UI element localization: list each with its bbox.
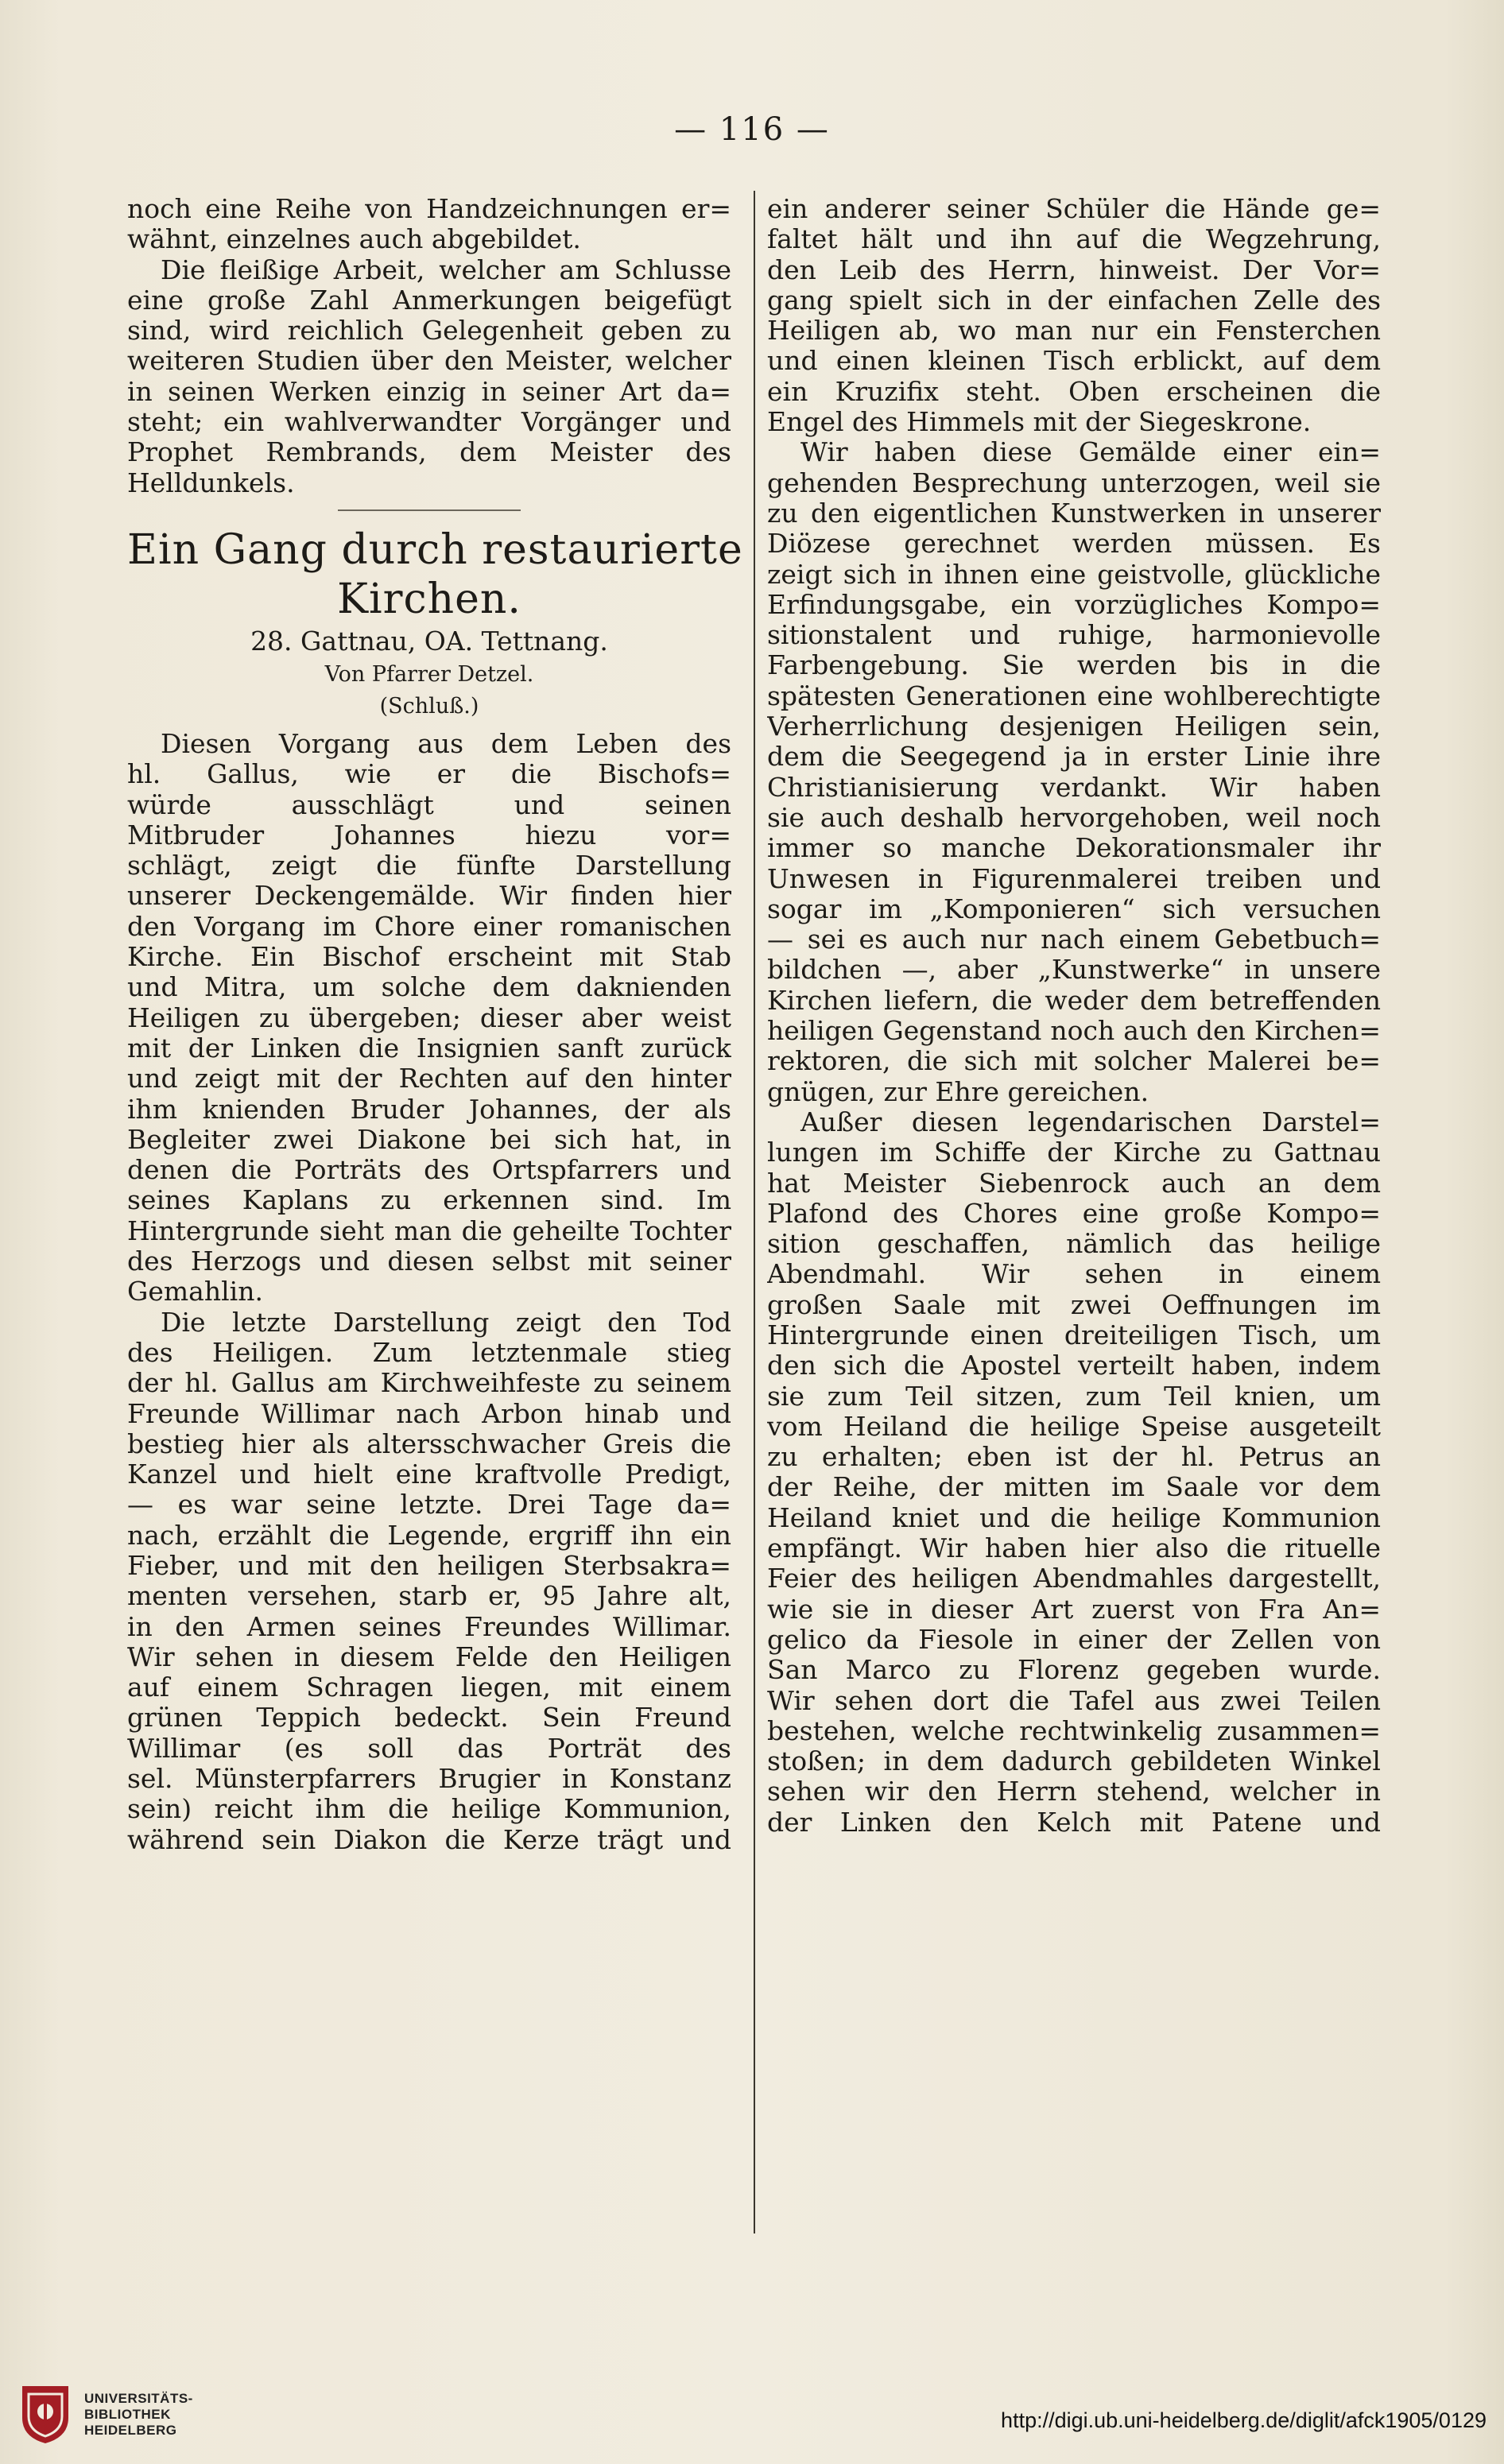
library-name-line: HEIDELBERG [84, 2423, 177, 2438]
text-line: sie auch deshalb hervorgehoben, weil noch [767, 802, 1381, 833]
text-line: Gemahlin. [127, 1277, 263, 1308]
conclusion-note: (Schluß.) [379, 693, 479, 719]
text-line: denen die Porträts des Ortspfarrers und [127, 1155, 731, 1186]
text-line: Hintergrunde einen dreiteiligen Tisch, um [767, 1319, 1381, 1350]
text-line: Freunde Willimar nach Arbon hinab und [127, 1398, 731, 1429]
text-line: wie sie in dieser Art zuerst von Fra An= [767, 1594, 1381, 1625]
text-line: Diesen Vorgang aus dem Leben des [161, 728, 731, 759]
text-line: Plafond des Chores eine große Kompo= [767, 1198, 1381, 1229]
text-line: vom Heiland die heilige Speise ausgeteilt [767, 1411, 1381, 1442]
text-line: gnügen, zur Ehre gereichen. [767, 1076, 1149, 1107]
text-line: Abendmahl. Wir sehen in einem [767, 1259, 1381, 1290]
text-line: Außer diesen legendarischen Darstel= [800, 1106, 1381, 1137]
text-line: Heiligen ab, wo man nur ein Fensterchen [767, 316, 1381, 347]
text-line: Helldunkels. [127, 467, 295, 498]
library-seal-icon [17, 2383, 73, 2445]
text-line: ein Kruzifix steht. Oben erscheinen die [767, 376, 1381, 407]
text-line: weiteren Studien über den Meister, welcher [127, 346, 731, 377]
library-name-line: UNIVERSITÄTS- [84, 2391, 193, 2406]
body-paragraph [767, 437, 1381, 1107]
text-line: gehenden Besprechung unterzogen, weil sie [767, 467, 1381, 498]
section-divider [338, 509, 521, 511]
text-line: Farbengebung. Sie werden bis in die [767, 650, 1381, 681]
text-line: Kirche. Ein Bischof erscheint mit Stab [127, 942, 731, 973]
text-line: bestehen, welche rechtwinkelig zusammen= [767, 1715, 1381, 1746]
text-line: sitionstalent und ruhige, harmonievolle [767, 620, 1381, 651]
text-line: Willimar (es soll das Porträt des [127, 1733, 731, 1764]
text-line: würde ausschlägt und seinen [127, 789, 731, 820]
text-line: der Reihe, der mitten im Saale vor dem [767, 1472, 1381, 1503]
text-line: Begleiter zwei Diakone bei sich hat, in [127, 1124, 731, 1155]
text-line: Feier des heiligen Abendmahles dargestellt, [767, 1563, 1381, 1594]
text-line: Wir sehen dort die Tafel aus zwei Teilen [767, 1685, 1381, 1716]
text-line: sition geschaffen, nämlich das heilige [767, 1229, 1381, 1260]
text-line: Heiland kniet und die heilige Kommunion [767, 1502, 1381, 1533]
text-line: den Vorgang im Chore einer romanischen [127, 911, 731, 942]
text-line: und zeigt mit der Rechten auf den hinter [127, 1063, 731, 1094]
intro-paragraph [127, 194, 731, 255]
text-line: zu den eigentlichen Kunstwerken in unserer [767, 498, 1381, 529]
body-paragraph [127, 729, 731, 1308]
text-line: Diözese gerechnet werden müssen. Es [767, 529, 1381, 560]
body-paragraph [767, 1107, 1381, 1838]
library-name-line: BIBLIOTHEK [84, 2407, 171, 2422]
text-line: Verherrlichung desjenigen Heiligen sein, [767, 711, 1381, 742]
text-line: der hl. Gallus am Kirchweihfeste zu seinem [127, 1368, 731, 1399]
text-line: immer so manche Dekorationsmaler ihr [767, 833, 1381, 864]
text-line: Wir haben diese Gemälde einer ein= [800, 437, 1381, 468]
text-line: Prophet Rembrands, dem Meister des [127, 437, 731, 468]
text-line: hl. Gallus, wie er die Bischofs= [127, 759, 731, 790]
text-line: zeigt sich in ihnen eine geistvolle, glückliche [767, 559, 1381, 590]
text-line: gelico da Fiesole in einer der Zellen von [767, 1624, 1381, 1655]
text-line: der Linken den Kelch mit Patene und [767, 1807, 1381, 1838]
text-line: hat Meister Siebenrock auch an dem [767, 1168, 1381, 1199]
article-title-line: Kirchen. [337, 575, 521, 623]
text-line: bestieg hier als altersschwacher Greis die [127, 1428, 731, 1459]
intro-closing-paragraph [127, 255, 731, 498]
text-line: Christianisierung verdankt. Wir haben [767, 772, 1381, 803]
text-line: Die letzte Darstellung zeigt den Tod [161, 1307, 731, 1338]
source-url-link[interactable]: http://digi.ub.uni-heidelberg.de/diglit/afck1905/0129 [1001, 2408, 1487, 2432]
text-line: Unwesen in Figurenmalerei treiben und [767, 863, 1381, 894]
text-line: wähnt, einzelnes auch abgebildet. [127, 224, 581, 255]
text-line: des Herzogs und diesen selbst mit seiner [127, 1246, 731, 1277]
text-line: nach, erzählt die Legende, ergriff ihn ein [127, 1520, 731, 1551]
text-line: sie zum Teil sitzen, zum Teil knien, um [767, 1381, 1381, 1412]
text-line: und einen kleinen Tisch erblickt, auf dem [767, 346, 1381, 377]
column-divider [754, 191, 755, 2233]
library-logo[interactable] [17, 2383, 208, 2447]
text-line: Kanzel und hielt eine kraftvolle Predigt, [127, 1459, 731, 1490]
text-line: sel. Münsterpfarrers Brugier in Konstanz [127, 1764, 731, 1795]
body-paragraph [767, 194, 1381, 437]
text-line: — es war seine letzte. Drei Tage da= [127, 1490, 731, 1521]
text-line: sehen wir den Herrn stehend, welcher in [767, 1776, 1381, 1807]
author-line: Von Pfarrer Detzel. [324, 661, 534, 687]
text-line: Hintergrunde sieht man die geheilte Tochter [127, 1215, 731, 1246]
text-line: Engel des Himmels mit der Siegeskrone. [767, 407, 1312, 438]
text-line: San Marco zu Florenz gegeben wurde. [767, 1655, 1381, 1686]
body-paragraph [127, 1308, 731, 1855]
text-line: des Heiligen. Zum letztenmale stieg [127, 1337, 731, 1368]
text-line: Die fleißige Arbeit, welcher am Schlusse [161, 254, 731, 285]
text-line: steht; ein wahlverwandter Vorgänger und [127, 407, 731, 438]
text-line: sein) reicht ihm die heilige Kommunion, [127, 1794, 731, 1825]
text-line: bildchen —, aber „Kunstwerke“ in unsere [767, 955, 1381, 986]
text-line: grünen Teppich bedeckt. Sein Freund [127, 1703, 731, 1734]
text-line: rektoren, die sich mit solcher Malerei be= [767, 1046, 1381, 1077]
text-line: sogar im „Komponieren“ sich versuchen [767, 893, 1381, 924]
text-line: seines Kaplans zu erkennen sind. Im [127, 1185, 731, 1216]
page-number: — 116 — [674, 111, 830, 148]
article-title-line: Ein Gang durch restaurierte [127, 525, 743, 574]
text-line: auf einem Schragen liegen, mit einem [127, 1672, 731, 1703]
text-line: gang spielt sich in der einfachen Zelle des [767, 285, 1381, 316]
place-line: 28. Gattnau, OA. Tettnang. [250, 625, 608, 657]
text-line: Heiligen zu übergeben; dieser aber weist [127, 1002, 731, 1033]
text-line: menten versehen, starb er, 95 Jahre alt, [127, 1581, 731, 1612]
article-heading [127, 525, 743, 723]
text-line: und Mitra, um solche dem daknienden [127, 972, 731, 1003]
text-line: Erfindungsgabe, ein vorzügliches Kompo= [767, 589, 1381, 620]
text-line: faltet hält und ihn auf die Wegzehrung, [767, 224, 1381, 255]
text-line: — sei es auch nur nach einem Gebetbuch= [767, 924, 1381, 955]
text-line: dem die Seegegend ja in erster Linie ihre [767, 742, 1381, 773]
text-line: den sich die Apostel verteilt haben, indem [767, 1350, 1381, 1381]
text-line: den Leib des Herrn, hinweist. Der Vor= [767, 254, 1381, 285]
text-line: sind, wird reichlich Gelegenheit geben zu [127, 316, 731, 347]
text-line: Kirchen liefern, die weder dem betreffenden [767, 985, 1381, 1016]
text-line: zu erhalten; eben ist der hl. Petrus an [767, 1442, 1381, 1473]
text-line: mit der Linken die Insignien sanft zurück [127, 1032, 731, 1063]
text-line: heiligen Gegenstand noch auch den Kirchen= [767, 1016, 1381, 1047]
text-line: empfängt. Wir haben hier also die rituelle [767, 1533, 1381, 1564]
text-line: ihm knienden Bruder Johannes, der als [127, 1094, 731, 1125]
text-line: spätesten Generationen eine wohlberechtigte [767, 680, 1381, 711]
text-line: in den Armen seines Freundes Willimar. [127, 1611, 731, 1642]
right-column [767, 194, 1381, 1838]
text-line: schlägt, zeigt die fünfte Darstellung [127, 850, 731, 881]
library-name [84, 2391, 193, 2439]
text-line: ein anderer seiner Schüler die Hände ge= [767, 194, 1381, 224]
text-line: lungen im Schiffe der Kirche zu Gattnau [767, 1137, 1381, 1168]
text-line: Fieber, und mit den heiligen Sterbsakra= [127, 1550, 731, 1581]
text-line: eine große Zahl Anmerkungen beigefügt [127, 285, 731, 316]
text-line: während sein Diakon die Kerze trägt und [127, 1824, 731, 1855]
text-line: unserer Deckengemälde. Wir finden hier [127, 881, 731, 912]
left-column [127, 194, 743, 1855]
text-line: stoßen; in dem dadurch gebildeten Winkel [767, 1746, 1381, 1777]
text-line: noch eine Reihe von Handzeichnungen er= [127, 194, 731, 224]
text-line: Mitbruder Johannes hiezu vor= [127, 819, 731, 850]
text-line: Wir sehen in diesem Felde den Heiligen [127, 1641, 731, 1672]
text-line: großen Saale mit zwei Oeffnungen im [767, 1289, 1381, 1320]
text-line: in seinen Werken einzig in seiner Art da= [127, 376, 731, 407]
